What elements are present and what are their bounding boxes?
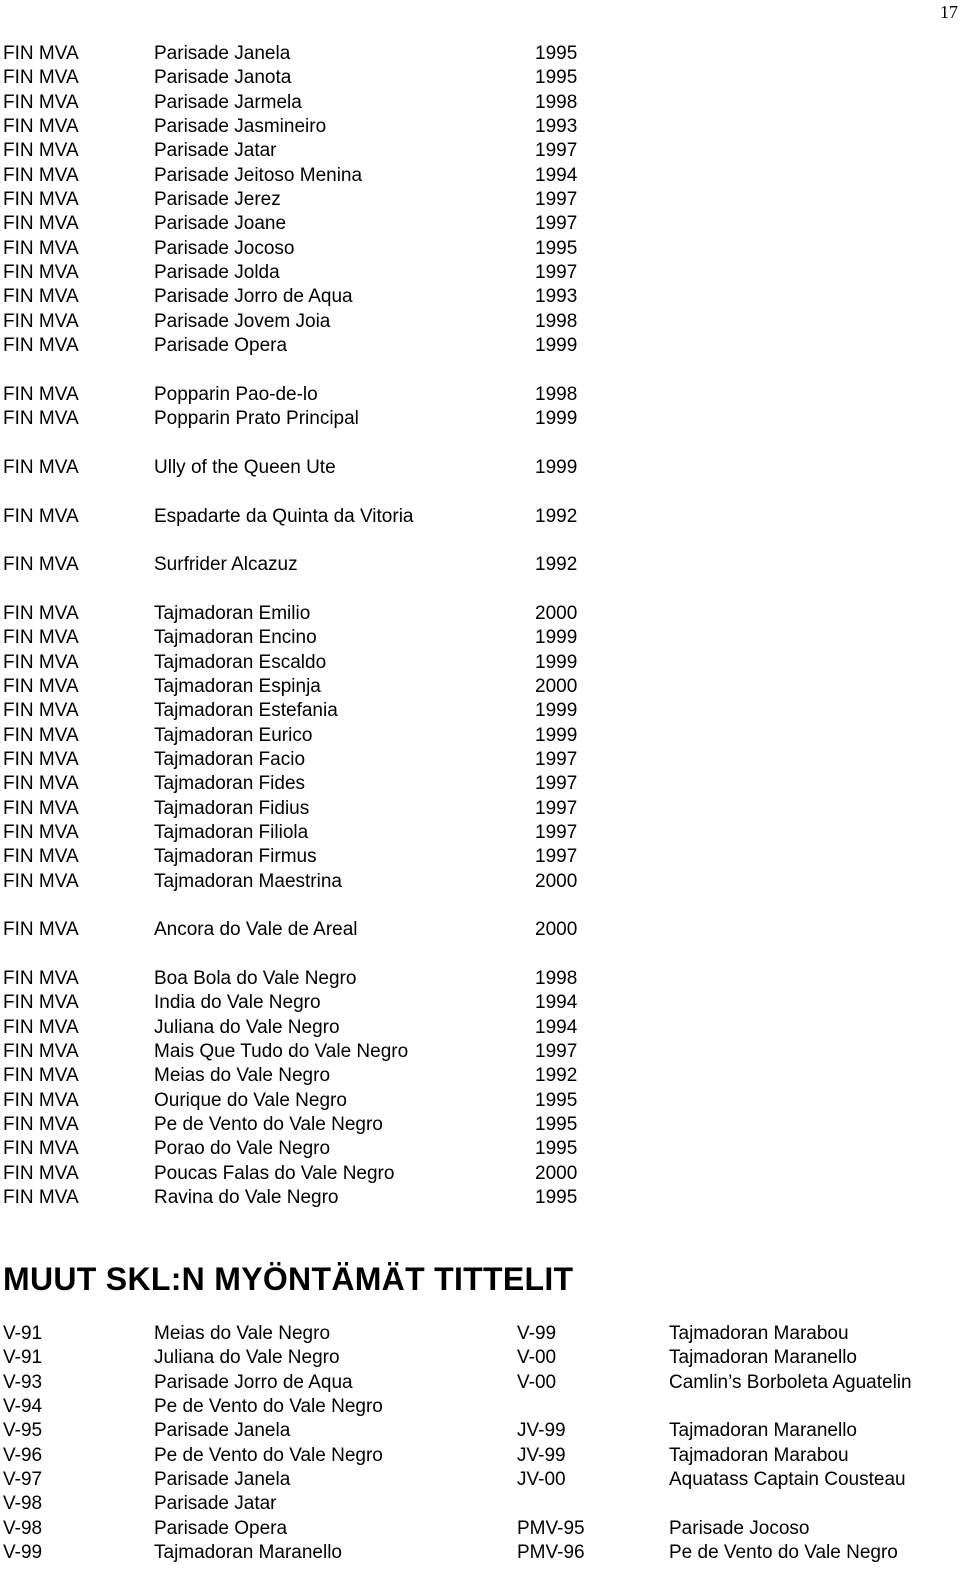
other-title-row: [3, 1395, 953, 1419]
dog-name: Porao do Vale Negro: [154, 1138, 331, 1160]
dog-name: Juliana do Vale Negro: [154, 1016, 340, 1038]
title-year: 1998: [535, 310, 578, 332]
title-row: [3, 42, 603, 66]
dog-name: Tajmadoran Encino: [154, 627, 317, 649]
title-year: 1994: [535, 992, 578, 1014]
dog-name: Tajmadoran Eurico: [154, 724, 313, 746]
title-year: 1997: [535, 797, 578, 819]
dog-name: Tajmadoran Maestrina: [154, 870, 342, 892]
title-row: [3, 310, 603, 334]
dog-name: Pe de Vento do Vale Negro: [669, 1542, 898, 1564]
title-year: 1995: [535, 237, 578, 259]
title-year: 1998: [535, 383, 578, 405]
page-number: 17: [940, 2, 958, 22]
dog-name: Tajmadoran Maranello: [669, 1347, 857, 1369]
title-year: 1999: [535, 700, 578, 722]
title-row: [3, 261, 603, 285]
title-row: [3, 651, 603, 675]
title-year: 1997: [535, 748, 578, 770]
title-row: [3, 1137, 603, 1161]
title-code: FIN MVA: [3, 335, 79, 357]
other-title-row: [3, 1322, 953, 1346]
dog-name: Parisade Jatar: [154, 140, 277, 162]
dog-name: Camlin’s Borboleta Aguatelin: [669, 1371, 912, 1393]
dog-name: Parisade Jocoso: [154, 237, 295, 259]
title-code: V-00: [517, 1371, 557, 1393]
title-year: 1999: [535, 724, 578, 746]
dog-name: Ancora do Vale de Areal: [154, 919, 358, 941]
title-year: 1999: [535, 627, 578, 649]
other-title-row: [3, 1492, 953, 1516]
title-code: V-97: [3, 1469, 43, 1491]
row-spacer: [3, 943, 603, 967]
title-year: 1999: [535, 651, 578, 673]
title-code: FIN MVA: [3, 992, 79, 1014]
other-title-row: [3, 1346, 953, 1370]
dog-name: Ravina do Vale Negro: [154, 1187, 339, 1209]
title-code: FIN MVA: [3, 262, 79, 284]
dog-name: Tajmadoran Maranello: [669, 1420, 857, 1442]
title-row: [3, 797, 603, 821]
title-code: FIN MVA: [3, 822, 79, 843]
title-year: 1992: [535, 1065, 578, 1087]
title-year: 1997: [535, 213, 578, 235]
other-title-row: [3, 1371, 953, 1395]
dog-name: Tajmadoran Escaldo: [154, 651, 327, 673]
title-year: 1997: [535, 846, 578, 868]
dog-name: Tajmadoran Fides: [154, 773, 306, 795]
title-row: [3, 626, 603, 650]
title-code: FIN MVA: [3, 1065, 79, 1087]
title-code: JV-00: [517, 1469, 566, 1491]
title-year: 1997: [535, 189, 578, 211]
dog-name: Parisade Janela: [154, 43, 291, 64]
title-code: FIN MVA: [3, 91, 79, 113]
dog-name: Parisade Jorro de Aqua: [154, 1371, 353, 1393]
title-year: 1997: [535, 822, 578, 843]
title-code: V-00: [517, 1347, 557, 1369]
title-row: [3, 699, 603, 723]
dog-name: Tajmadoran Firmus: [154, 846, 317, 868]
title-row: [3, 139, 603, 163]
dog-name: Parisade Opera: [154, 335, 288, 357]
title-year: 1994: [535, 164, 578, 186]
title-row: [3, 334, 603, 358]
row-spacer: [3, 358, 603, 382]
dog-name: Juliana do Vale Negro: [154, 1347, 340, 1369]
title-year: 1995: [535, 1114, 578, 1136]
title-year: 1994: [535, 1016, 578, 1038]
title-code: V-94: [3, 1396, 43, 1418]
dog-name: Surfrider Alcazuz: [154, 554, 298, 576]
title-code: FIN MVA: [3, 1138, 79, 1160]
dog-name: Parisade Jorro de Aqua: [154, 286, 353, 308]
title-year: 2000: [535, 1162, 578, 1184]
dog-name: India do Vale Negro: [154, 992, 321, 1014]
dog-name: Tajmadoran Marabou: [669, 1323, 849, 1344]
dog-name: Tajmadoran Fidius: [154, 797, 310, 819]
title-code: FIN MVA: [3, 748, 79, 770]
title-code: PMV-96: [517, 1542, 585, 1564]
dog-name: Parisade Jerez: [154, 189, 281, 211]
dog-name: Meias do Vale Negro: [154, 1323, 331, 1344]
title-code: FIN MVA: [3, 237, 79, 259]
title-code: V-91: [3, 1323, 43, 1344]
title-row: [3, 967, 603, 991]
title-code: V-96: [3, 1444, 43, 1466]
title-year: 1998: [535, 91, 578, 113]
title-year: 1999: [535, 408, 578, 430]
title-code: FIN MVA: [3, 213, 79, 235]
title-row: [3, 66, 603, 90]
dog-name: Ully of the Queen Ute: [154, 456, 336, 478]
dog-name: Parisade Opera: [154, 1517, 288, 1539]
title-row: [3, 1016, 603, 1040]
title-code: FIN MVA: [3, 870, 79, 892]
dog-name: Poucas Falas do Vale Negro: [154, 1162, 395, 1184]
dog-name: Aquatass Captain Cousteau: [669, 1469, 906, 1491]
section-heading: MUUT SKL:N MYÖNTÄMÄT TITTELIT: [3, 1261, 574, 1297]
title-row: [3, 407, 603, 431]
title-code: FIN MVA: [3, 724, 79, 746]
title-code: V-93: [3, 1371, 43, 1393]
title-row: [3, 115, 603, 139]
dog-name: Tajmadoran Facio: [154, 748, 306, 770]
other-title-row: [3, 1419, 953, 1443]
title-code: FIN MVA: [3, 651, 79, 673]
row-spacer: [3, 480, 603, 504]
title-year: 1992: [535, 505, 578, 527]
title-year: 1995: [535, 1089, 578, 1111]
title-row: [3, 918, 603, 942]
title-code: FIN MVA: [3, 408, 79, 430]
title-row: [3, 845, 603, 869]
title-row: [3, 188, 603, 212]
title-code: FIN MVA: [3, 1016, 79, 1038]
title-year: 2000: [535, 602, 578, 624]
title-row: [3, 772, 603, 796]
dog-name: Boa Bola do Vale Negro: [154, 968, 357, 990]
title-code: FIN MVA: [3, 1041, 79, 1063]
title-code: V-98: [3, 1517, 43, 1539]
title-row: [3, 456, 603, 480]
title-year: 2000: [535, 675, 578, 697]
dog-name: Tajmadoran Espinja: [154, 675, 321, 697]
title-year: 1997: [535, 140, 578, 162]
other-title-row: [3, 1517, 953, 1541]
title-code: FIN MVA: [3, 846, 79, 868]
title-row: [3, 553, 603, 577]
dog-name: Tajmadoran Emilio: [154, 602, 311, 624]
dog-name: Parisade Janela: [154, 1469, 291, 1491]
title-code: FIN MVA: [3, 383, 79, 405]
dog-name: Tajmadoran Marabou: [669, 1444, 849, 1466]
title-row: [3, 285, 603, 309]
title-year: 1998: [535, 968, 578, 990]
title-year: 1999: [535, 456, 578, 478]
title-row: [3, 602, 603, 626]
title-code: FIN MVA: [3, 700, 79, 722]
title-row: [3, 383, 603, 407]
dog-name: Popparin Prato Principal: [154, 408, 359, 430]
dog-name: Pe de Vento do Vale Negro: [154, 1114, 383, 1136]
title-code: JV-99: [517, 1444, 566, 1466]
title-code: FIN MVA: [3, 1162, 79, 1184]
title-code: FIN MVA: [3, 602, 79, 624]
dog-name: Tajmadoran Maranello: [154, 1542, 342, 1564]
title-year: 1999: [535, 335, 578, 357]
dog-name: Ourique do Vale Negro: [154, 1089, 347, 1111]
title-row: [3, 1064, 603, 1088]
title-row: [3, 748, 603, 772]
title-row: [3, 505, 603, 529]
title-code: FIN MVA: [3, 554, 79, 576]
row-spacer: [3, 578, 603, 602]
title-row: [3, 724, 603, 748]
title-code: FIN MVA: [3, 675, 79, 697]
title-code: FIN MVA: [3, 968, 79, 990]
title-row: [3, 91, 603, 115]
title-year: 1997: [535, 773, 578, 795]
dog-name: Pe de Vento do Vale Negro: [154, 1444, 383, 1466]
dog-name: Parisade Jatar: [154, 1493, 277, 1515]
title-code: JV-99: [517, 1420, 566, 1442]
dog-name: Parisade Janela: [154, 1420, 291, 1442]
dog-name: Pe de Vento do Vale Negro: [154, 1396, 383, 1418]
titles-list: [3, 42, 603, 1211]
row-spacer: [3, 432, 603, 456]
dog-name: Parisade Jovem Joia: [154, 310, 331, 332]
title-code: V-91: [3, 1347, 43, 1369]
title-code: FIN MVA: [3, 140, 79, 162]
dog-name: Espadarte da Quinta da Vitoria: [154, 505, 414, 527]
title-year: 1992: [535, 554, 578, 576]
title-code: FIN MVA: [3, 116, 79, 138]
title-code: V-98: [3, 1493, 43, 1515]
dog-name: Tajmadoran Filiola: [154, 822, 309, 843]
row-spacer: [3, 894, 603, 918]
title-code: FIN MVA: [3, 797, 79, 819]
title-row: [3, 164, 603, 188]
title-code: FIN MVA: [3, 456, 79, 478]
title-row: [3, 870, 603, 894]
title-code: V-99: [517, 1323, 557, 1344]
dog-name: Tajmadoran Estefania: [154, 700, 338, 722]
title-year: 1995: [535, 1138, 578, 1160]
title-row: [3, 991, 603, 1015]
dog-name: Parisade Jasmineiro: [154, 116, 327, 138]
other-title-row: [3, 1444, 953, 1468]
title-code: FIN MVA: [3, 43, 79, 64]
dog-name: Parisade Janota: [154, 67, 292, 89]
title-code: V-95: [3, 1420, 43, 1442]
dog-name: Popparin Pao-de-lo: [154, 383, 318, 405]
title-code: V-99: [3, 1542, 43, 1564]
other-title-row: [3, 1468, 953, 1492]
other-title-row: [3, 1541, 953, 1565]
dog-name: Parisade Jocoso: [669, 1517, 810, 1539]
title-year: 1995: [535, 1187, 578, 1209]
title-row: [3, 821, 603, 845]
dog-name: Mais Que Tudo do Vale Negro: [154, 1041, 409, 1063]
dog-name: Parisade Jolda: [154, 262, 280, 284]
title-row: [3, 212, 603, 236]
title-code: FIN MVA: [3, 1089, 79, 1111]
dog-name: Parisade Joane: [154, 213, 287, 235]
title-code: FIN MVA: [3, 164, 79, 186]
title-row: [3, 1186, 603, 1210]
title-year: 2000: [535, 870, 578, 892]
title-row: [3, 1089, 603, 1113]
title-year: 1993: [535, 286, 578, 308]
dog-name: Parisade Jarmela: [154, 91, 302, 113]
title-code: PMV-95: [517, 1517, 585, 1539]
title-code: FIN MVA: [3, 773, 79, 795]
title-year: 1993: [535, 116, 578, 138]
title-row: [3, 1162, 603, 1186]
title-code: FIN MVA: [3, 1114, 79, 1136]
dog-name: Parisade Jeitoso Menina: [154, 164, 363, 186]
title-code: FIN MVA: [3, 286, 79, 308]
title-code: FIN MVA: [3, 505, 79, 527]
title-code: FIN MVA: [3, 627, 79, 649]
title-code: FIN MVA: [3, 67, 79, 89]
other-titles-list: [3, 1322, 953, 1565]
title-code: FIN MVA: [3, 189, 79, 211]
title-row: [3, 1040, 603, 1064]
title-row: [3, 675, 603, 699]
title-year: 1995: [535, 67, 578, 89]
title-year: 1997: [535, 1041, 578, 1063]
title-row: [3, 1113, 603, 1137]
title-year: 2000: [535, 919, 578, 941]
title-year: 1995: [535, 43, 578, 64]
dog-name: Meias do Vale Negro: [154, 1065, 331, 1087]
title-code: FIN MVA: [3, 1187, 79, 1209]
title-row: [3, 237, 603, 261]
title-code: FIN MVA: [3, 310, 79, 332]
row-spacer: [3, 529, 603, 553]
title-code: FIN MVA: [3, 919, 79, 941]
title-year: 1997: [535, 262, 578, 284]
